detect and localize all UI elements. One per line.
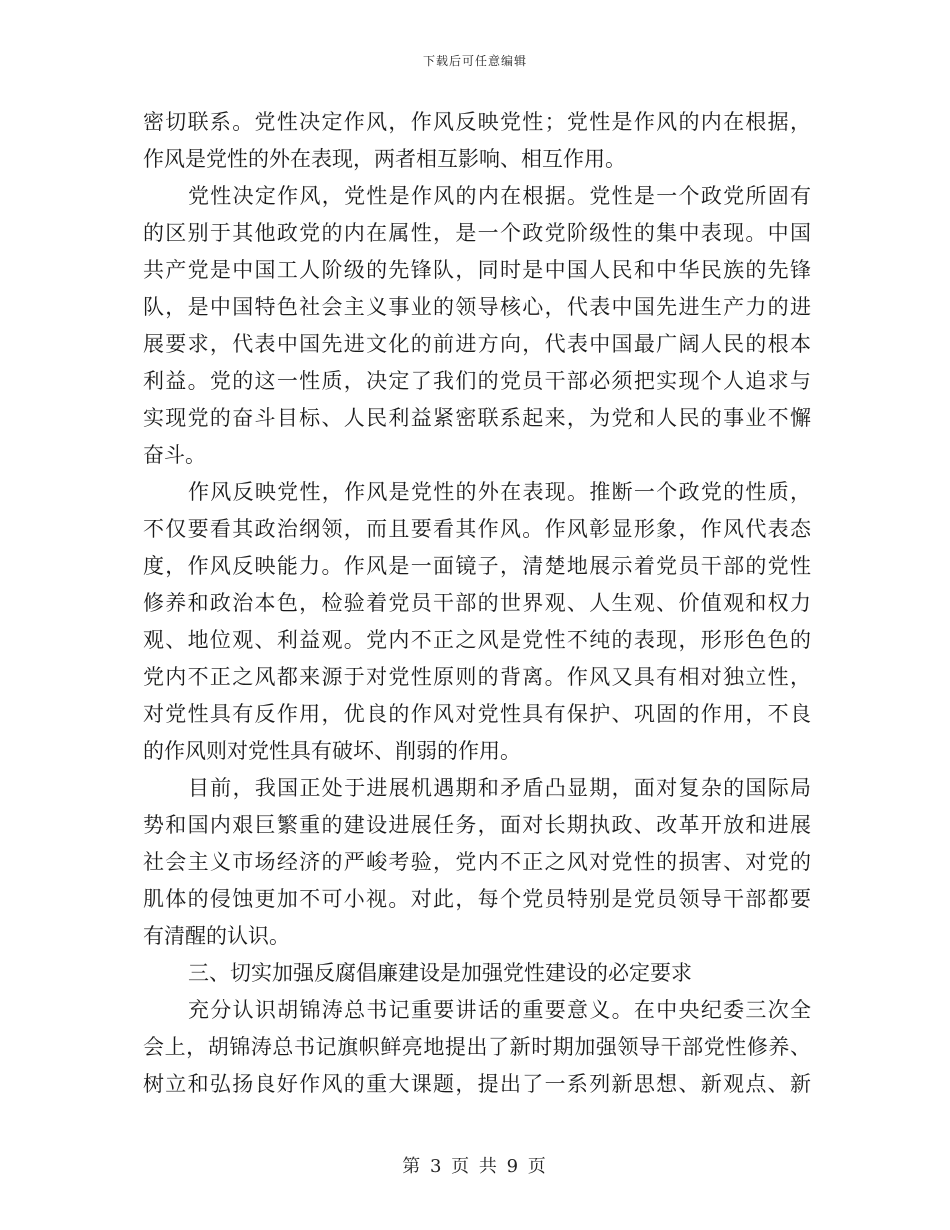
text-line: 队，是中国特色社会主义事业的领导核心，代表中国先进生产力的进 xyxy=(143,295,811,319)
text-line: 党内不正之风都来源于对党性原则的背离。作风又具有相对独立性， xyxy=(143,665,811,689)
text-line: 有清醒的认识。 xyxy=(143,924,290,948)
document-body xyxy=(143,104,811,1103)
text-line: 势和国内艰巨繁重的建设进展任务，面对长期执政、改革开放和进展 xyxy=(143,813,811,837)
text-line: 肌体的侵蚀更加不可小视。对此，每个党员特别是党员领导干部都要 xyxy=(143,887,811,911)
text-line: 修养和政治本色，检验着党员干部的世界观、人生观、价值观和权力 xyxy=(143,591,811,615)
page-footer: 第 3 页 共 9 页 xyxy=(402,1156,548,1177)
page-header: 下载后可任意编辑 xyxy=(422,54,527,68)
text-line: 对党性具有反作用，优良的作风对党性具有保护、巩固的作用，不良 xyxy=(143,702,811,726)
text-line: 利益。党的这一性质，决定了我们的党员干部必须把实现个人追求与 xyxy=(143,369,811,393)
text-line: 奋斗。 xyxy=(143,443,206,467)
text-line: 观、地位观、利益观。党内不正之风是党性不纯的表现，形形色色的 xyxy=(143,628,811,652)
text-line: 度，作风反映能力。作风是一面镜子，清楚地展示着党员干部的党性 xyxy=(143,554,811,578)
text-line: 密切联系。党性决定作风，作风反映党性；党性是作风的内在根据， xyxy=(143,110,811,134)
text-line: 党性决定作风，党性是作风的内在根据。党性是一个政党所固有 xyxy=(188,184,811,208)
text-line: 充分认识胡锦涛总书记重要讲话的重要意义。在中央纪委三次全 xyxy=(188,998,811,1022)
text-line: 树立和弘扬良好作风的重大课题，提出了一系列新思想、新观点、新 xyxy=(143,1072,811,1096)
text-line: 展要求，代表中国先进文化的前进方向，代表中国最广阔人民的根本 xyxy=(143,332,811,356)
text-line: 社会主义市场经济的严峻考验，党内不正之风对党性的损害、对党的 xyxy=(143,850,811,874)
text-line: 三、切实加强反腐倡廉建设是加强党性建设的必定要求 xyxy=(188,961,692,985)
text-line: 实现党的奋斗目标、人民利益紧密联系起来，为党和人民的事业不懈 xyxy=(143,406,811,430)
text-line: 不仅要看其政治纲领，而且要看其作风。作风彰显形象，作风代表态 xyxy=(143,517,811,541)
text-line: 作风反映党性，作风是党性的外在表现。推断一个政党的性质， xyxy=(188,480,811,504)
text-line: 作风是党性的外在表现，两者相互影响、相互作用。 xyxy=(143,147,626,171)
text-line: 的作风则对党性具有破坏、削弱的作用。 xyxy=(143,739,521,763)
text-line: 共产党是中国工人阶级的先锋队，同时是中国人民和中华民族的先锋 xyxy=(143,258,811,282)
text-line: 的区别于其他政党的内在属性，是一个政党阶级性的集中表现。中国 xyxy=(143,221,811,245)
text-line: 会上，胡锦涛总书记旗帜鲜亮地提出了新时期加强领导干部党性修养、 xyxy=(143,1035,811,1059)
text-line: 目前，我国正处于进展机遇期和矛盾凸显期，面对复杂的国际局 xyxy=(188,776,811,800)
